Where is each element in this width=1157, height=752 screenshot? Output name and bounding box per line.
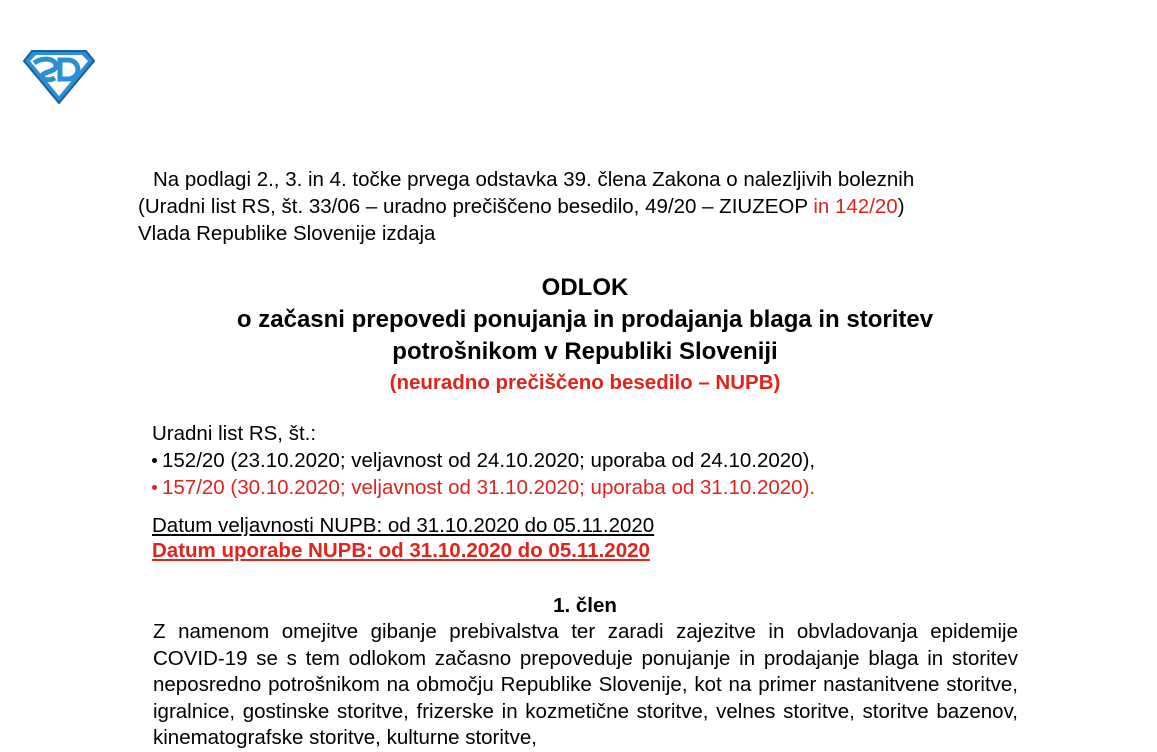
- intro-line-2: (Uradni list RS, št. 33/06 – uradno prečiščeno besedilo, 49/20 – ZIUZEOP in 142/20): [138, 195, 905, 218]
- validity-date: Datum veljavnosti NUPB: od 31.10.2020 do 05.11.2020: [152, 514, 655, 537]
- bullet-icon: [152, 458, 157, 463]
- official-gazette-list: [152, 420, 815, 501]
- title-line-1: o začasni prepovedi ponujanja in prodajanja blaga in storitev: [236, 306, 934, 333]
- list-item: 157/20 (30.10.2020; veljavnost od 31.10.2020; uporaba od 31.10.2020).: [152, 474, 815, 501]
- article-1-text: Z namenom omejitve gibanje prebivalstva ter zaradi zajezitve in obvladovanja epidemije COVID-19 se s tem odlokom začasno prepoveduje ponujanje in prodajanje blaga in storitev neposredno potrošnikom na območju Republike Slovenije, kot na primer nastanitvene storitve, igralnice, gostinske storitve, frizerske in kozmetične storitve, velnes storitve, storitve bazenov, kinematografske storitve, kulturne storitve,: [153, 620, 1018, 749]
- intro-line-3: Vlada Republike Slovenije izdaja: [138, 222, 436, 245]
- title-heading: ODLOK: [541, 274, 629, 301]
- logo: [22, 47, 96, 105]
- bullet-icon: [152, 485, 157, 490]
- official-gazette-label: Uradni list RS, št.:: [152, 422, 317, 445]
- validity-dates: [152, 513, 654, 563]
- application-date: Datum uporabe NUPB: od 31.10.2020 do 05.11.2020: [152, 539, 650, 562]
- article-1-title: 1. člen: [553, 594, 617, 617]
- intro-line-1: Na podlagi 2., 3. in 4. točke prvega odstavka 39. člena Zakona o nalezljivih boleznih: [153, 168, 915, 191]
- title-note: (neuradno prečiščeno besedilo – NUPB): [389, 371, 781, 394]
- list-item: 152/20 (23.10.2020; veljavnost od 24.10.2020; uporaba od 24.10.2020),: [152, 447, 815, 474]
- intro-paragraph: [138, 166, 1028, 247]
- document-title: [138, 272, 1032, 398]
- title-line-2: potrošnikom v Republiki Sloveniji: [392, 338, 778, 365]
- amendment-reference: in 142/20: [813, 195, 898, 218]
